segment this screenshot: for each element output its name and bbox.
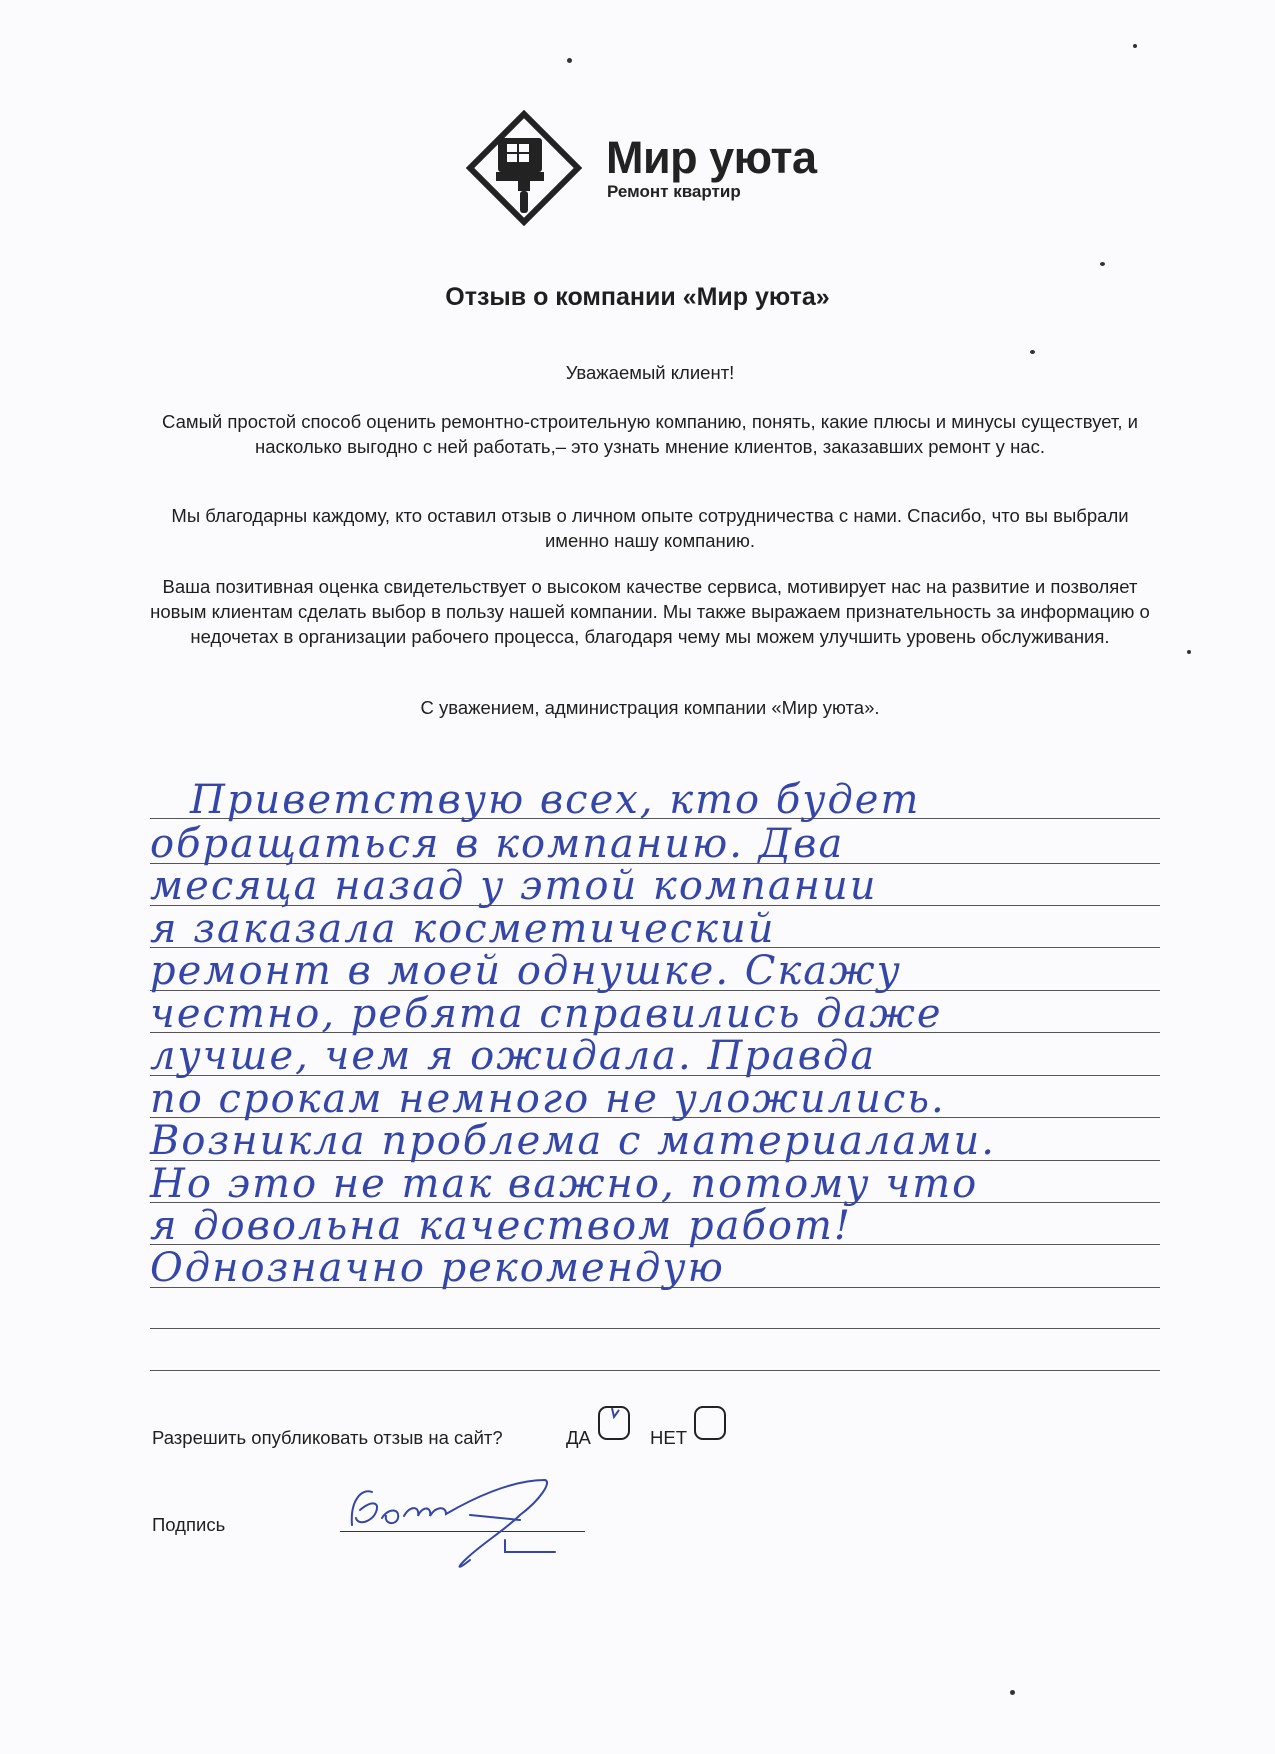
review-line: по срокам немного не уложились. <box>150 1076 946 1122</box>
closing-line: С уважением, администрация компании «Мир уюта». <box>420 697 880 718</box>
signature-label: Подпись <box>152 1514 226 1535</box>
no-checkbox[interactable] <box>694 1406 726 1440</box>
logo-tagline: Ремонт квартир <box>607 182 741 201</box>
brush-house-logo-icon <box>466 110 582 226</box>
no-label: НЕТ <box>650 1427 687 1448</box>
scan-speck <box>1133 44 1137 48</box>
greeting: Уважаемый клиент! <box>565 362 735 383</box>
company-logo <box>466 110 846 230</box>
form-title: Отзыв о компании «Мир уюта» <box>445 283 830 311</box>
review-line: Возникла проблема с материалами. <box>150 1118 996 1164</box>
scan-speck <box>1100 262 1105 266</box>
publish-question: Разрешить опубликовать отзыв на сайт? <box>152 1427 503 1448</box>
review-line: ремонт в моей однушке. Скажу <box>150 948 902 994</box>
logo-company-name: Мир уюта <box>606 132 817 183</box>
signature-line <box>340 1531 585 1532</box>
scan-speck <box>1030 350 1035 354</box>
scan-speck <box>567 58 572 63</box>
intro-paragraph: Самый простой способ оценить ремонтно-строительную компанию, понять, какие плюсы и минусы существует, и насколько выгодно с ней работать,– это узнать мнение клиентов, заказавших ремонт у нас. <box>162 411 1138 457</box>
scan-speck <box>1187 650 1191 654</box>
review-line: честно, ребята справились даже <box>150 991 943 1037</box>
ruled-line <box>150 1370 1160 1371</box>
thanks-paragraph: Мы благодарны каждому, кто оставил отзыв о личном опыте сотрудничества с нами. Спасибо, что вы выбрали именно нашу компанию. <box>171 505 1129 551</box>
check-mark-icon <box>607 1406 621 1422</box>
yes-checkbox[interactable] <box>598 1406 630 1440</box>
ruled-line <box>150 1328 1160 1329</box>
review-line: Но это не так важно, потому что <box>150 1161 979 1207</box>
review-line: Однозначно рекомендую <box>150 1245 725 1291</box>
review-line: обращаться в компанию. Два <box>150 821 845 867</box>
review-line: я довольна качеством работ! <box>150 1203 852 1249</box>
review-line: лучше, чем я ожидала. Правда <box>150 1033 877 1079</box>
review-line: Приветствую всех, кто будет <box>190 777 921 823</box>
scan-speck <box>1010 1690 1015 1695</box>
review-line: месяца назад у этой компании <box>150 863 878 909</box>
yes-label: ДА <box>566 1427 591 1448</box>
feedback-paragraph: Ваша позитивная оценка свидетельствует о высоком качестве сервиса, мотивирует нас на развитие и позволяет новым клиентам сделать выбор в пользу нашей компании. Мы также выражаем признательность за информацию о недочетах в организации рабочего процесса, благодаря чему мы можем улучшить уровень обслуживания. <box>150 576 1150 647</box>
review-line: я заказала косметический <box>150 906 776 952</box>
